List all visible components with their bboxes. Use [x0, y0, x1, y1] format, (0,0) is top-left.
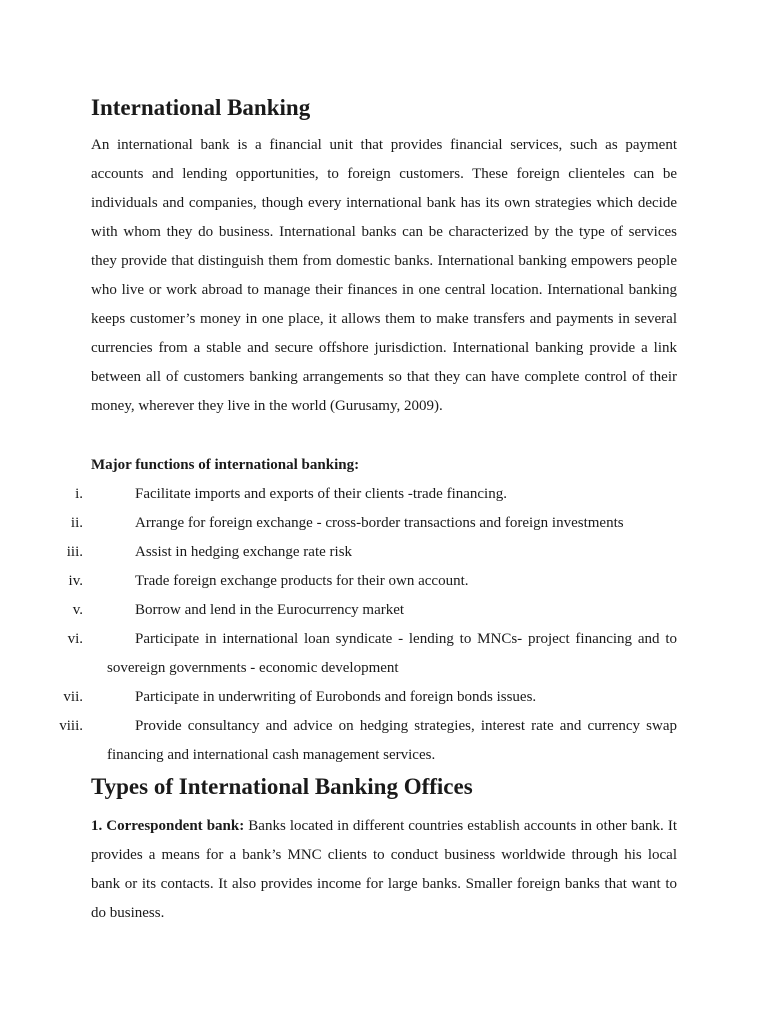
list-item-text: Borrow and lend in the Eurocurrency market	[135, 602, 405, 618]
list-item-number: iv.	[68, 573, 83, 589]
list-item-number: ii.	[70, 515, 83, 531]
list-item	[0, 567, 677, 596]
section-heading-types: Types of International Banking Offices	[91, 774, 473, 799]
list-item-text: Participate in underwriting of Eurobonds and foreign bonds issues.	[135, 689, 537, 705]
list-item-number: vii.	[63, 689, 83, 705]
correspondent-bank-text: Banks located in different countries establish accounts in other bank. It provides a means for a bank’s MNC clients to conduct business worldwide through his local bank or its contacts. It also provides income for large banks. Smaller foreign banks that want to do business.	[91, 818, 677, 921]
list-item	[0, 538, 677, 567]
list-item-text: Arrange for foreign exchange - cross-border transactions and foreign investments	[135, 515, 624, 531]
page-title: International Banking	[91, 95, 311, 120]
list-item-number: iii.	[66, 544, 83, 560]
list-item	[0, 683, 677, 712]
correspondent-bank-label: 1. Correspondent bank:	[91, 818, 245, 834]
list-item-text: Facilitate imports and exports of their clients -trade financing.	[135, 486, 507, 502]
functions-list	[0, 480, 768, 770]
list-item	[0, 596, 677, 625]
list-item-number: vi.	[67, 631, 83, 647]
list-item-text: Trade foreign exchange products for their own account.	[135, 573, 469, 589]
list-item	[0, 712, 677, 770]
list-item	[0, 625, 677, 683]
list-item-number: i.	[75, 486, 83, 502]
list-item-text: Assist in hedging exchange rate risk	[135, 544, 353, 560]
intro-paragraph: An international bank is a financial unit that provides financial services, such as payment accounts and lending opportunities, to foreign customers. These foreign clienteles can be individuals and companies, though every international bank has its own strategies which decide with whom they do business. International banks can be characterized by the type of services they provide that distinguish them from domestic banks. International banking empowers people who live or work abroad to manage their finances in one central location. International banking keeps customer’s money in one place, it allows them to make transfers and payments in several currencies from a stable and secure offshore jurisdiction. International banking provide a link between all of customers banking arrangements so that they can have complete control of their money, wherever they live in the world (Gurusamy, 2009).	[91, 137, 677, 414]
major-functions-heading: Major functions of international banking:	[91, 457, 360, 473]
list-item	[0, 509, 677, 538]
list-item-text: Participate in international loan syndicate - lending to MNCs- project financing and to sovereign governments - economic development	[107, 631, 677, 676]
list-item-text: Provide consultancy and advice on hedging strategies, interest rate and currency swap financing and international cash management services.	[107, 718, 677, 763]
list-item-number: v.	[72, 602, 83, 618]
list-item-number: viii.	[59, 718, 83, 734]
correspondent-bank-paragraph	[91, 812, 677, 928]
list-item	[0, 480, 677, 509]
